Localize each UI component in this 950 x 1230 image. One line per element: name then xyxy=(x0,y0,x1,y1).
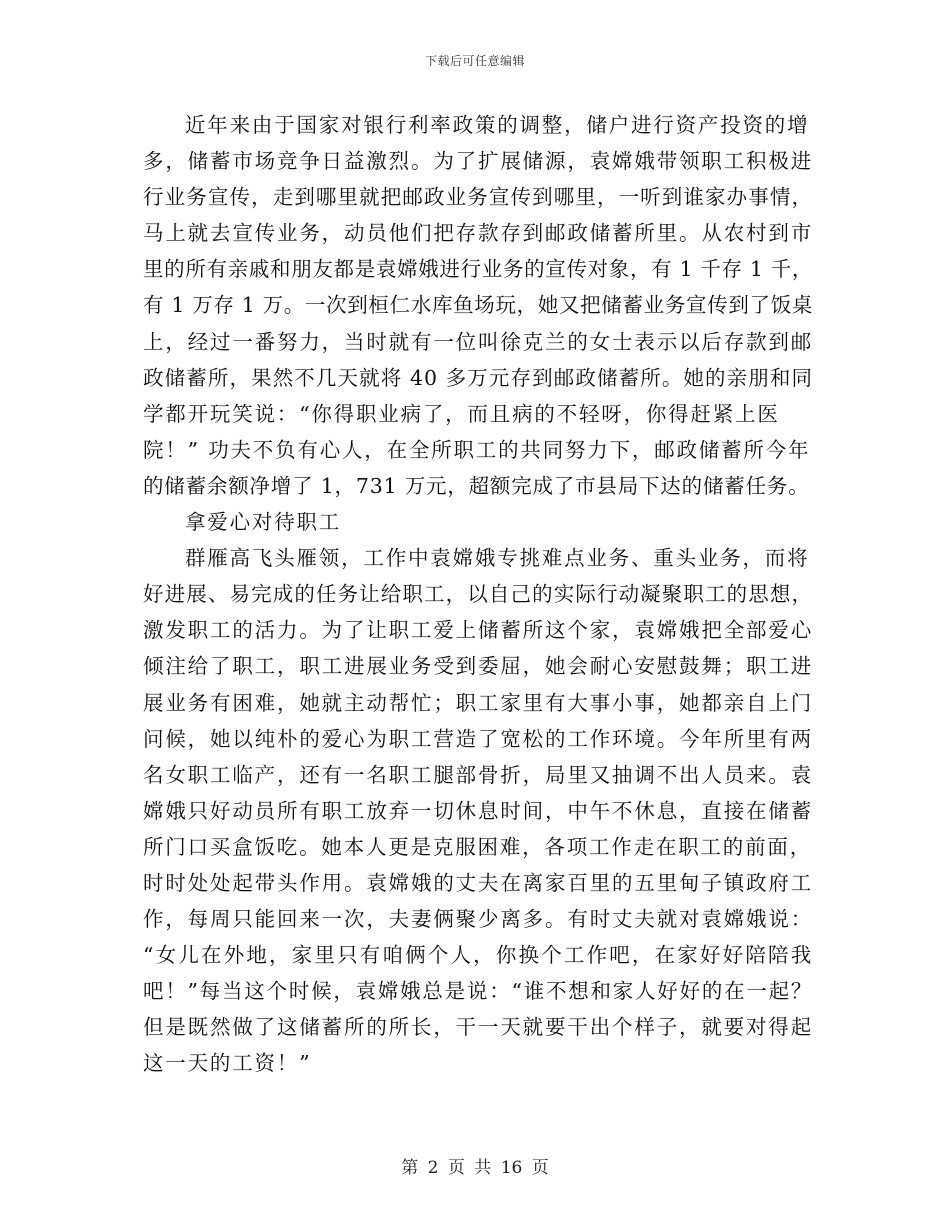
page-number: 第 2 页 共 16 页 xyxy=(401,1158,549,1178)
section-heading: 拿爱心对待职工 xyxy=(185,510,342,535)
paragraph-line: 所门口买盒饭吃。她本人更是克服困难，各项工作走在职工的前面， xyxy=(143,834,812,859)
paragraph-line: 问候，她以纯朴的爱心为职工营造了宽松的工作环境。今年所里有两 xyxy=(143,726,813,751)
paragraph-line: 近年来由于国家对银行利率政策的调整，储户进行资产投资的增 xyxy=(185,113,810,137)
paragraph-line: 马上就去宣传业务，动员他们把存款存到邮政储蓄所里。从农村到市 xyxy=(143,221,813,246)
paragraph-line: 嫦娥只好动员所有职工放弃一切休息时间，中午不休息，直接在储蓄 xyxy=(143,798,813,823)
paragraph-line: 激发职工的活力。为了让职工爱上储蓄所这个家，袁嫦娥把全部爱心 xyxy=(143,618,813,643)
paragraph-line: 上，经过一番努力，当时就有一位叫徐克兰的女士表示以后存款到邮 xyxy=(143,329,813,354)
paragraph-line: 行业务宣传，走到哪里就把邮政业务宣传到哪里，一听到谁家办事情， xyxy=(143,185,813,210)
paragraph-line: 展业务有困难，她就主动帮忙；职工家里有大事小事，她都亲自上门 xyxy=(143,690,813,715)
paragraph-line: 群雁高飞头雁领，工作中袁嫦娥专挑难点业务、重头业务，而将 xyxy=(185,546,810,571)
paragraph-line: 学都开玩笑说：“你得职业病了，而且病的不轻呀，你得赶紧上医 xyxy=(143,401,780,426)
paragraph-line: 院！” 功夫不负有心人，在全所职工的共同努力下，邮政储蓄所今年 xyxy=(143,437,811,462)
paragraph-line: “女儿在外地，家里只有咱俩个人，你换个工作吧，在家好好陪陪我 xyxy=(143,943,813,968)
paragraph-line: 这一天的工资！” xyxy=(143,1051,312,1076)
paragraph-line: 但是既然做了这储蓄所的所长，干一天就要干出个样子，就要对得起 xyxy=(143,1015,813,1040)
paragraph-line: 的储蓄余额净增了 1，731 万元，超额完成了市县局下达的储蓄任务。 xyxy=(143,473,810,498)
paragraph-line: 时时处处起带头作用。袁嫦娥的丈夫在离家百里的五里甸子镇政府工 xyxy=(143,870,813,895)
paragraph-line: 倾注给了职工，职工进展业务受到委屈，她会耐心安慰鼓舞；职工进 xyxy=(143,654,813,679)
paragraph-line: 多，储蓄市场竞争日益激烈。为了扩展储源，袁嫦娥带领职工积极进 xyxy=(143,149,813,174)
paragraph-line: 吧！”每当这个时候，袁嫦娥总是说：“谁不想和家人好好的在一起？ xyxy=(143,979,813,1004)
paragraph-line: 名女职工临产，还有一名职工腿部骨折，局里又抽调不出人员来。袁 xyxy=(143,762,813,787)
paragraph-line: 里的所有亲戚和朋友都是袁嫦娥进行业务的宣传对象，有 1 千存 1 千， xyxy=(143,257,813,282)
header-note: 下载后可任意编辑 xyxy=(424,54,525,68)
paragraph-line: 作，每周只能回来一次，夫妻俩聚少离多。有时丈夫就对袁嫦娥说： xyxy=(143,907,813,932)
paragraph-line: 有 1 万存 1 万。一次到桓仁水库鱼场玩，她又把储蓄业务宣传到了饭桌 xyxy=(143,293,813,318)
paragraph-line: 政储蓄所，果然不几天就将 40 多万元存到邮政储蓄所。她的亲朋和同 xyxy=(143,365,813,390)
body-text xyxy=(143,107,813,1082)
paragraph-line: 好进展、易完成的任务让给职工，以自己的实际行动凝聚职工的思想， xyxy=(143,582,813,607)
